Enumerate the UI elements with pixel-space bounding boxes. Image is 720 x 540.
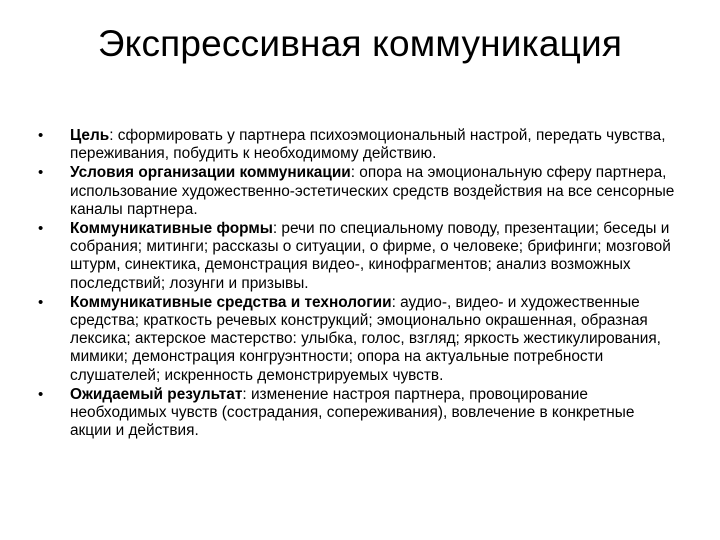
slide-title: Экспрессивная коммуникация bbox=[97, 23, 623, 64]
bullet-result bbox=[38, 386, 678, 441]
bullet-term: Условия организации коммуникации bbox=[70, 164, 351, 182]
bullet-text: : изменение настроя партнера, провоцирование необходимых чувств (сострадания, сопереживания), вовлечение в конкретные акции и действия. bbox=[70, 385, 635, 440]
bullet-text: : речи по специальному поводу, презентации; беседы и собрания; митинги; рассказы о ситуации, о фирме, о человеке; брифинги; мозговой штурм, синектика, демонстрация видео-, кинофрагментов; анализ возможных последствий; лозунги и призывы. bbox=[70, 220, 671, 292]
bullet-term: Цель bbox=[70, 127, 110, 144]
bullet-term: Ожидаемый результат bbox=[70, 385, 243, 403]
bullet-dot: • bbox=[38, 164, 44, 182]
bullet-term: Коммуникативные формы bbox=[70, 220, 273, 238]
bullet-text: : сформировать у партнера психоэмоциональный настрой, передать чувства, переживания, побудить к необходимому действию. bbox=[70, 127, 666, 163]
bullet-dot: • bbox=[38, 385, 44, 403]
bullet-conditions bbox=[38, 164, 678, 219]
bullet-dot: • bbox=[38, 127, 44, 144]
bullet-dot: • bbox=[38, 220, 44, 238]
bullet-text: : опора на эмоциональную сферу партнера, использование художественно-эстетических средств воздействия на все сенсорные каналы партнера. bbox=[70, 164, 675, 218]
bullet-means bbox=[38, 294, 678, 385]
bullet-goal bbox=[38, 127, 678, 163]
bullet-forms bbox=[38, 220, 678, 293]
bullet-text: : аудио-, видео- и художественные средства; краткость речевых конструкций; эмоционально окрашенная, образная лексика; актерское мастерство: улыбка, голос, взгляд; яркость жестикулирования, мимики; демонстрация конгруэнтности; опора на актуальные потребности слушателей; искренность демонстрируемых чувств. bbox=[70, 293, 661, 384]
bullet-dot: • bbox=[38, 293, 44, 311]
bullet-list bbox=[38, 127, 678, 441]
bullet-term: Коммуникативные средства и технологии bbox=[70, 293, 392, 311]
